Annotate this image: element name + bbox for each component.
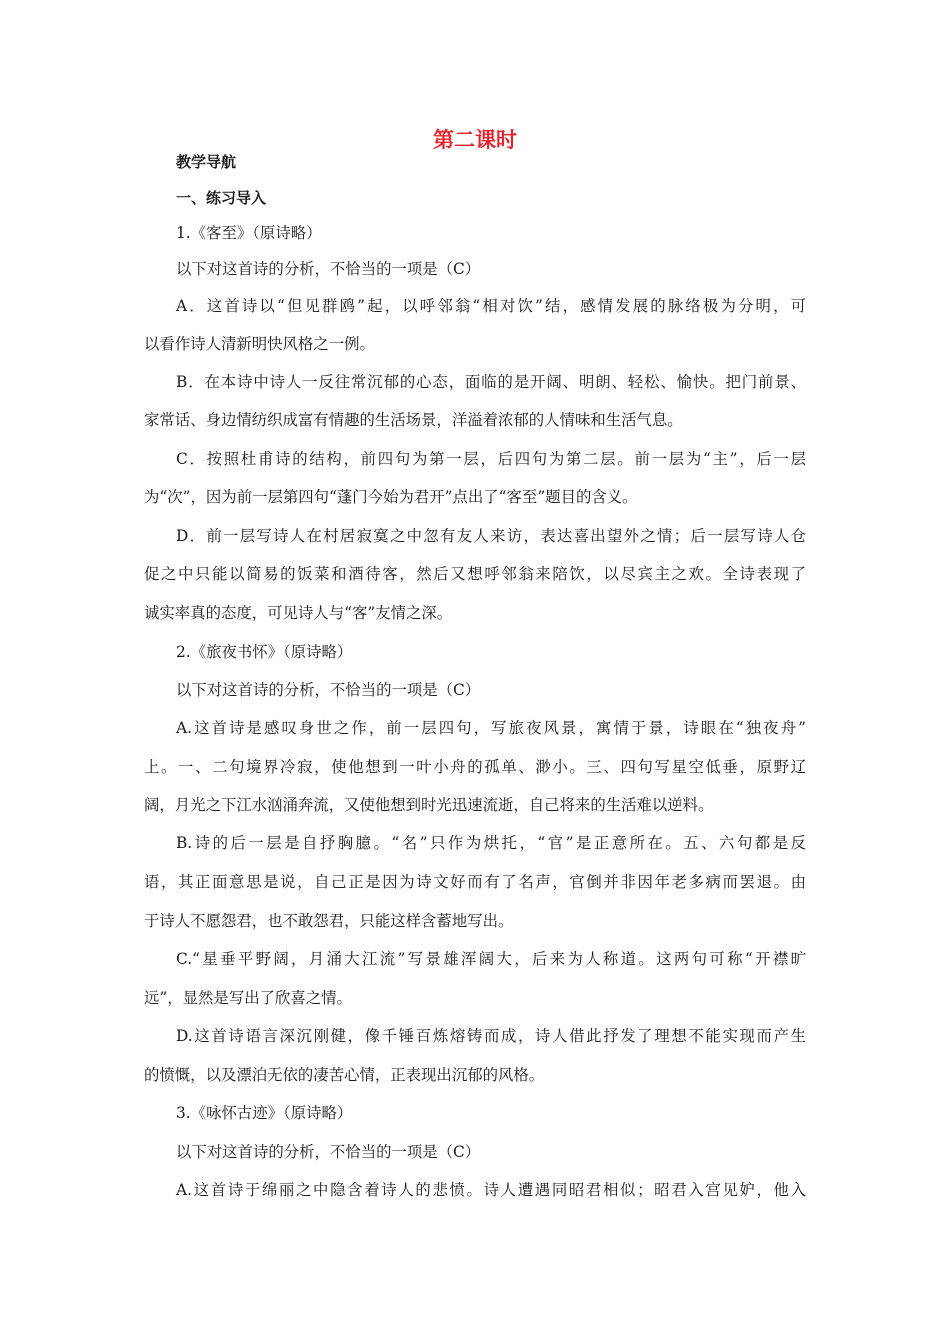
subsection-heading: 一、练习导入 — [176, 189, 267, 207]
section-heading: 教学导航 — [176, 153, 237, 171]
q2-option-a-line2: 上。一、二句境界冷寂，使他想到一叶小舟的孤单、渺小。三、四句写星空低垂，原野辽 — [144, 758, 806, 776]
q1-option-a-line1: A．这首诗以“但见群鸥”起，以呼邻翁“相对饮”结，感情发展的脉络极为分明，可 — [176, 297, 806, 315]
question-1-label: 1.《客至》（原诗略） — [176, 224, 322, 242]
q3-option-a-line1: A.这首诗于绵丽之中隐含着诗人的悲愤。诗人遭遇同昭君相似；昭君入宫见妒，他入 — [176, 1181, 806, 1199]
q1-option-a-line2: 以看作诗人清新明快风格之一例。 — [144, 335, 375, 353]
q1-option-d-line3: 诚实率真的态度，可见诗人与“客”友情之深。 — [144, 604, 453, 622]
q2-option-b-line3: 于诗人不愿怨君，也不敢怨君，只能这样含蓄地写出。 — [144, 912, 514, 930]
q1-option-c-line1: C．按照杜甫诗的结构，前四句为第一层，后四句为第二层。前一层为“主”，后一层 — [176, 450, 806, 468]
q1-option-c-line2: 为“次”，因为前一层第四句“蓬门今始为君开”点出了“客至”题目的含义。 — [144, 488, 638, 506]
q2-option-b-line1: B.诗的后一层是自抒胸臆。“名”只作为烘托，“官”是正意所在。五、六句都是反 — [176, 834, 806, 852]
q2-option-a-line1: A.这首诗是感叹身世之作，前一层四句，写旅夜风景，寓情于景，诗眼在“独夜舟” — [176, 719, 806, 737]
question-2-prompt: 以下对这首诗的分析，不恰当的一项是（C） — [176, 681, 481, 699]
q1-option-b-line1: B．在本诗中诗人一反往常沉郁的心态，面临的是开阔、明朗、轻松、愉快。把门前景、 — [176, 373, 806, 391]
q2-option-b-line2: 语，其正面意思是说，自己正是因为诗文好而有了名声，官倒并非因年老多病而罢退。由 — [144, 873, 806, 891]
question-2-label: 2.《旅夜书怀》（原诗略） — [176, 643, 353, 661]
q2-option-d-line1: D.这首诗语言深沉刚健，像千锤百炼熔铸而成，诗人借此抒发了理想不能实现而产生 — [176, 1027, 806, 1045]
q2-option-c-line1: C.“星垂平野阔，月涌大江流”写景雄浑阔大，后来为人称道。这两句可称“开襟旷 — [176, 950, 806, 968]
question-3-prompt: 以下对这首诗的分析，不恰当的一项是（C） — [176, 1143, 481, 1161]
q2-option-d-line2: 的愤慨，以及漂泊无依的凄苦心情，正表现出沉郁的风格。 — [144, 1066, 545, 1084]
q1-option-d-line1: D．前一层写诗人在村居寂寞之中忽有友人来访，表达喜出望外之情；后一层写诗人仓 — [176, 527, 806, 545]
question-3-label: 3.《咏怀古迹》（原诗略） — [176, 1104, 353, 1122]
q1-option-b-line2: 家常话、身边情纺织成富有情趣的生活场景，洋溢着浓郁的人情味和生活气息。 — [144, 411, 683, 429]
q1-option-d-line2: 促之中只能以简易的饭菜和酒待客，然后又想呼邻翁来陪饮，以尽宾主之欢。全诗表现了 — [144, 565, 806, 583]
page-title: 第二课时 — [433, 128, 517, 152]
question-1-prompt: 以下对这首诗的分析，不恰当的一项是（C） — [176, 260, 481, 278]
q2-option-a-line3: 阔，月光之下江水汹涌奔流，又使他想到时光迅速流逝，自己将来的生活难以逆料。 — [144, 796, 714, 814]
q2-option-c-line2: 远”，显然是写出了欣喜之情。 — [144, 989, 352, 1007]
